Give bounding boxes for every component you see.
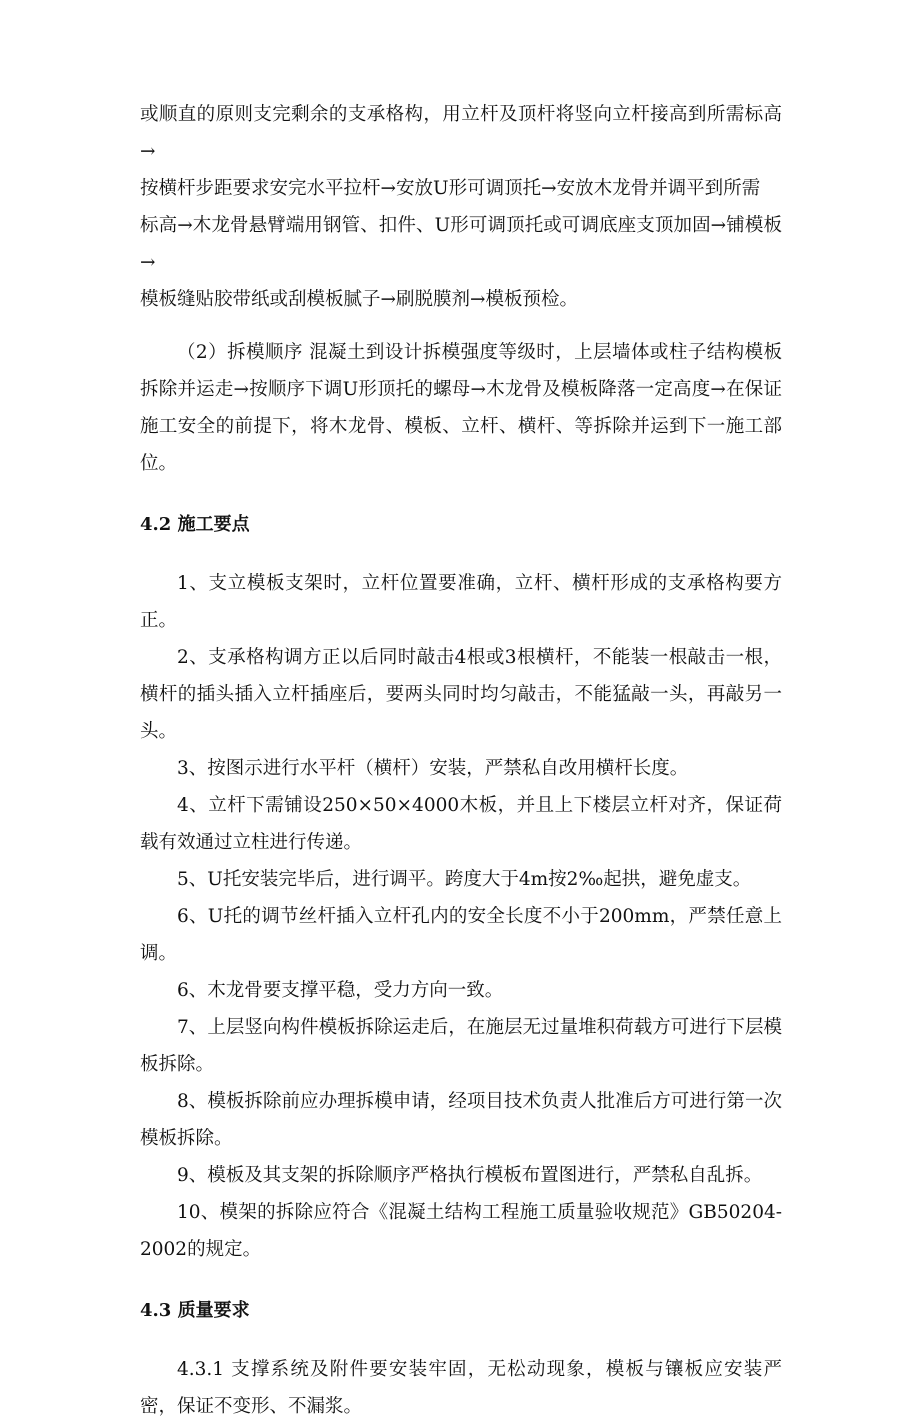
quality-requirements-list: [140, 1351, 782, 1425]
list-item: 10、模架的拆除应符合《混凝土结构工程施工质量验收规范》GB50204-2002的规定。: [140, 1202, 782, 1260]
section-heading-4-2: 4.2 施工要点: [140, 514, 250, 535]
list-item: 7、上层竖向构件模板拆除运走后，在施层无过量堆积荷载方可进行下层模板拆除。: [140, 1017, 782, 1075]
intro-line: 模板缝贴胶带纸或刮模板腻子→刷脱膜剂→模板预检。: [140, 289, 579, 310]
list-item: 2、支承格构调方正以后同时敲击4根或3根横杆，不能装一根敲击一根，横杆的插头插入立杆插座后，要两头同时均匀敲击，不能猛敲一头，再敲另一头。: [140, 647, 782, 742]
list-item: 4.3.1 支撑系统及附件要安装牢固，无松动现象，模板与镶板应安装严密，保证不变形、不漏浆。: [140, 1359, 782, 1417]
dismantle-order-paragraph: （2）拆模顺序 混凝土到设计拆模强度等级时，上层墙体或柱子结构模板拆除并运走→按顺序下调U形顶托的螺母→木龙骨及模板降落一定高度→在保证施工安全的前提下，将木龙骨、模板、立杆、横杆、等拆除并运到下一施工部位。: [140, 342, 782, 474]
list-item: 5、U托安装完毕后，进行调平。跨度大于4m按2‰起拱，避免虚支。: [177, 869, 752, 890]
list-item: 6、U托的调节丝杆插入立杆孔内的安全长度不小于200mm，严禁任意上调。: [140, 906, 782, 964]
list-item: 8、模板拆除前应办理拆模申请，经项目技术负责人批准后方可进行第一次模板拆除。: [140, 1091, 782, 1149]
intro-line: 标高→木龙骨悬臂端用钢管、扣件、U形可调顶托或可调底座支顶加固→铺模板→: [140, 215, 782, 273]
list-item: 4、立杆下需铺设250×50×4000木板，并且上下楼层立杆对齐，保证荷载有效通过立柱进行传递。: [140, 795, 782, 853]
construction-points-list: [140, 565, 782, 1268]
list-item: 6、木龙骨要支撑平稳，受力方向一致。: [177, 980, 504, 1001]
document-page: [140, 96, 782, 1425]
intro-block: [140, 96, 782, 318]
intro-line: 按横杆步距要求安完水平拉杆→安放U形可调顶托→安放木龙骨并调平到所需: [140, 178, 761, 199]
intro-line: 或顺直的原则支完剩余的支承格构，用立杆及顶杆将竖向立杆接高到所需标高→: [140, 104, 782, 162]
list-item: 9、模板及其支架的拆除顺序严格执行模板布置图进行，严禁私自乱拆。: [177, 1165, 763, 1186]
list-item: 1、支立模板支架时，立杆位置要准确，立杆、横杆形成的支承格构要方正。: [140, 573, 782, 631]
section-heading-4-3: 4.3 质量要求: [140, 1300, 250, 1321]
list-item: 3、按图示进行水平杆（横杆）安装，严禁私自改用横杆长度。: [177, 758, 689, 779]
